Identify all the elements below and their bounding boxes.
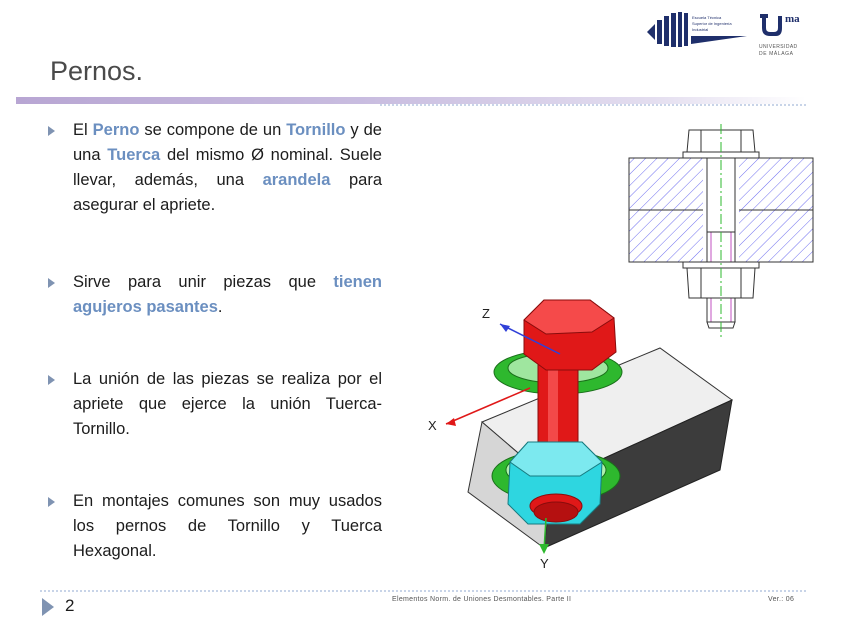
bullet-text [73, 370, 382, 438]
lower-washer [683, 262, 759, 268]
bullet-list [48, 118, 382, 564]
etsii-line-1: Escuela Técnica [692, 15, 722, 20]
bullet-text [73, 273, 382, 316]
footer-dotted-rule [40, 590, 806, 592]
bullet-text-segment: y de una [73, 121, 382, 164]
uma-line-1: UNIVERSIDAD [759, 44, 798, 50]
bullet-text-segment: En montajes comunes son muy usados los pernos de Tornillo y Tuerca Hexagonal. [73, 492, 382, 560]
page-number: 2 [65, 596, 75, 615]
uma-logo [758, 8, 810, 60]
footer-version: Ver.: 06 [768, 596, 795, 603]
bullet-text-segment: del mismo Ø nominal. Suele llevar, además, una [73, 146, 382, 189]
highlighted-term: tienen agujeros pasantes [73, 273, 382, 316]
etsii-line-3: Industrial [692, 27, 709, 32]
footer-course-title: Elementos Norm. de Uniones Desmontables. Parte II [392, 596, 572, 603]
etsii-logo [647, 10, 755, 50]
bullet-text-segment: El [73, 121, 93, 139]
axis-x-label: X [428, 418, 437, 433]
axis-z-label: Z [482, 306, 490, 321]
bullet-text [73, 492, 382, 560]
footer-arrow-icon [42, 598, 54, 616]
etsii-line-2: Superior de Ingeniería [692, 21, 732, 26]
uma-top-text: ma [785, 13, 800, 25]
bullet-arrow-icon [48, 497, 55, 507]
bullet-text-segment: La unión de las piezas se realiza por el apriete que ejerce la unión Tuerca-Tornillo. [73, 370, 382, 438]
bullet-arrow-icon [48, 375, 55, 385]
bullet-item [48, 367, 382, 442]
bullet-text-segment: para asegurar el apriete. [73, 171, 383, 214]
slide-title: Pernos. [50, 56, 144, 86]
highlighted-term: Perno [92, 121, 140, 139]
bullet-text-segment: . [217, 298, 223, 316]
bullet-item [48, 489, 382, 564]
bullet-arrow-icon [48, 126, 55, 136]
bullet-item [48, 118, 382, 218]
highlighted-term: Tuerca [107, 146, 161, 164]
title-underline [16, 97, 806, 104]
highlighted-term: Tornillo [286, 121, 346, 139]
bolt-3d-illustration [420, 292, 740, 570]
axis-y-label: Y [540, 556, 549, 570]
highlighted-term: arandela [262, 171, 331, 189]
bullet-text-segment: Sirve para unir piezas que [73, 273, 334, 291]
bullet-text-segment: se compone de un [139, 121, 287, 139]
uma-line-2: DE MÁLAGA [759, 51, 794, 57]
bullet-arrow-icon [48, 278, 55, 288]
title-dotted-rule [380, 104, 806, 106]
bullet-text [73, 121, 382, 214]
bullet-item [48, 270, 382, 320]
